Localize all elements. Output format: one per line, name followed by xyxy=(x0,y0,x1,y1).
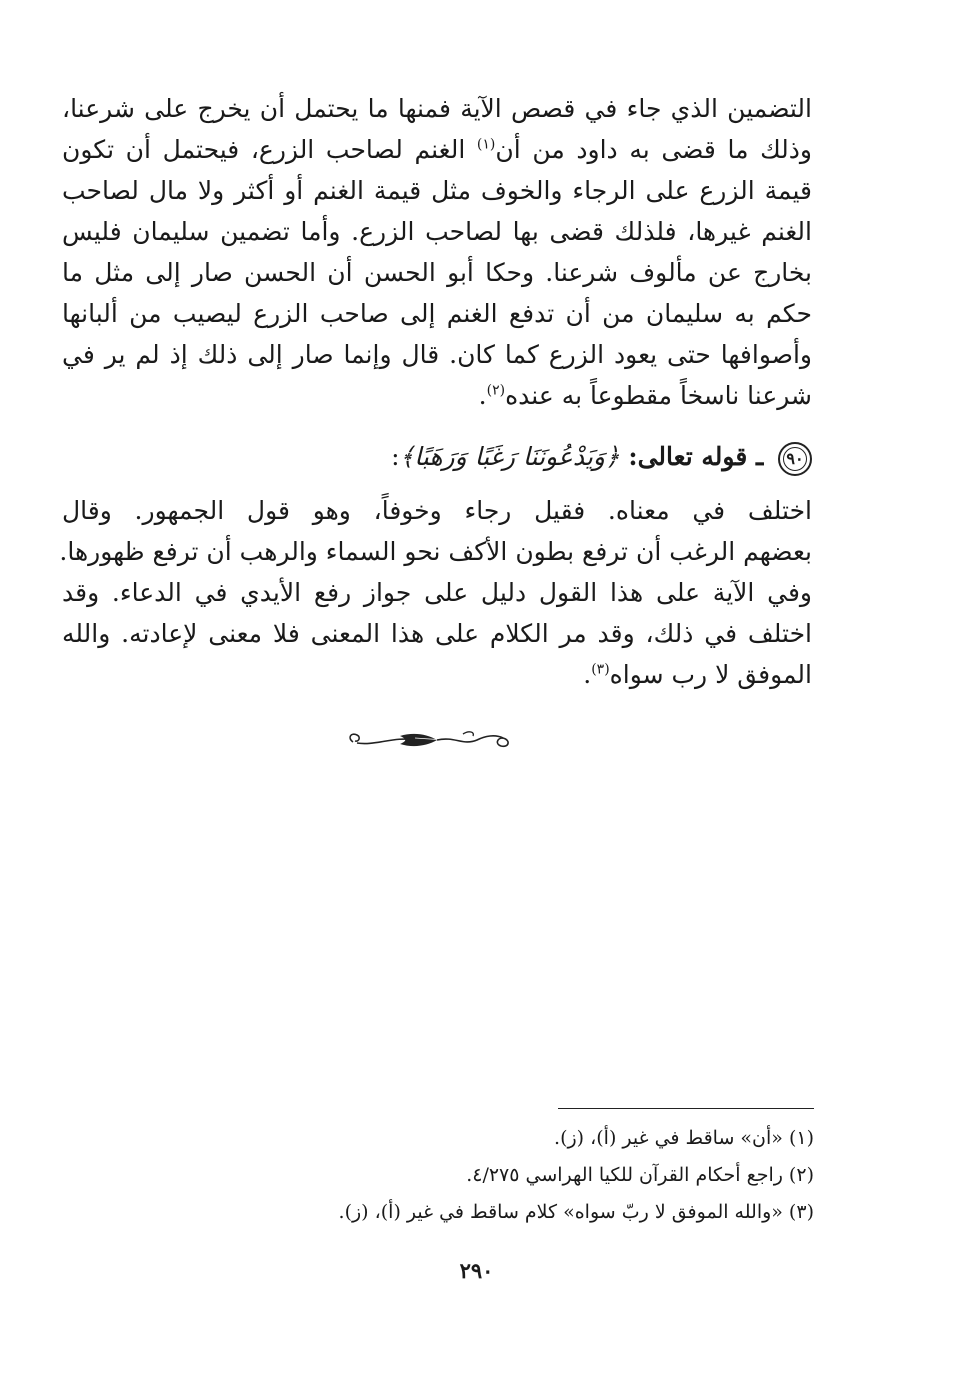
text-segment: الغنم لصاحب الزرع، فيحتمل أن تكون xyxy=(62,135,477,164)
footnote-marker[interactable]: (٣) xyxy=(591,661,610,678)
text-line: وأصوافها حتى يعود الزرع كما كان. قال وإنما صار إلى ذلك إذ لم ير في xyxy=(62,340,812,369)
text-segment: وذلك ما قضى به داود من أن xyxy=(495,135,812,164)
body-paragraph-2 xyxy=(59,490,812,695)
text-line: الغنم غيرها، فلذلك قضى بها لصاحب الزرع. وأما تضمين سليمان فليس xyxy=(62,217,812,246)
page-number: ٢٩٠ xyxy=(459,1258,494,1283)
verse-number-badge: ٩٠ xyxy=(778,442,812,476)
heading-prefix: ـ قوله تعالى: xyxy=(619,442,772,471)
text-segment: الموفق لا رب سواه xyxy=(609,660,812,689)
heading-suffix: : xyxy=(391,442,400,471)
text-line xyxy=(62,654,812,695)
section-ornament-icon xyxy=(345,728,515,752)
text-line: اختلف في معناه. فقيل رجاء وخوفاً، وهو قول الجمهور. وقال xyxy=(62,496,812,525)
text-segment: شرعنا ناسخاً مقطوعاً به عنده xyxy=(505,381,812,410)
footnote-marker[interactable]: (٢) xyxy=(486,382,506,399)
verse-heading xyxy=(62,437,812,477)
text-line: حكم به سليمان من أن تدفع الغنم إلى صاحب الزرع ليصيب من ألبانها xyxy=(62,299,812,328)
text-line: اختلف في ذلك، وقد مر الكلام على هذا المعنى فلا معنى لإعادته. والله xyxy=(62,619,812,648)
footnote-marker[interactable]: (١) xyxy=(476,136,496,153)
quran-verse-text: ﴿وَيَدْعُونَنَا رَغَبًا وَرَهَبًا﴾ xyxy=(399,442,620,471)
footnote-1: (١) «أن» ساقط في غير (أ)، (ز). xyxy=(554,1127,814,1149)
text-line xyxy=(62,375,812,416)
text-segment: . xyxy=(583,660,592,689)
footnotes-section xyxy=(62,1120,814,1231)
text-line: التضمين الذي جاء في قصص الآية فمنها ما يحتمل أن يخرج على شرعنا، xyxy=(62,94,812,123)
footnote-separator xyxy=(558,1108,814,1109)
text-line: بعضهم الرغب أن ترفع بطون الأكف نحو السماء والرهب أن ترفع ظهورها. xyxy=(59,537,812,566)
footnote-3: (٣) «والله الموفق لا ربّ سواه» كلام ساقط في غير (أ)، (ز). xyxy=(338,1201,814,1223)
text-line: قيمة الزرع على الرجاء والخوف مثل قيمة الغنم أو أكثر ولا مال لصاحب xyxy=(62,176,812,205)
body-paragraph-1 xyxy=(62,88,812,416)
text-line: وفي الآية على هذا القول دليل على جواز رفع الأيدي في الدعاء. وقد xyxy=(62,578,812,607)
text-line: بخارج عن مألوف شرعنا. وحكا أبو الحسن أن الحسن صار إلى مثل ما xyxy=(62,258,812,287)
text-segment: . xyxy=(478,381,487,410)
text-line xyxy=(62,129,812,170)
footnote-2: (٢) راجع أحكام القرآن للكيا الهراسي ٤/٢٧٥. xyxy=(466,1164,814,1186)
